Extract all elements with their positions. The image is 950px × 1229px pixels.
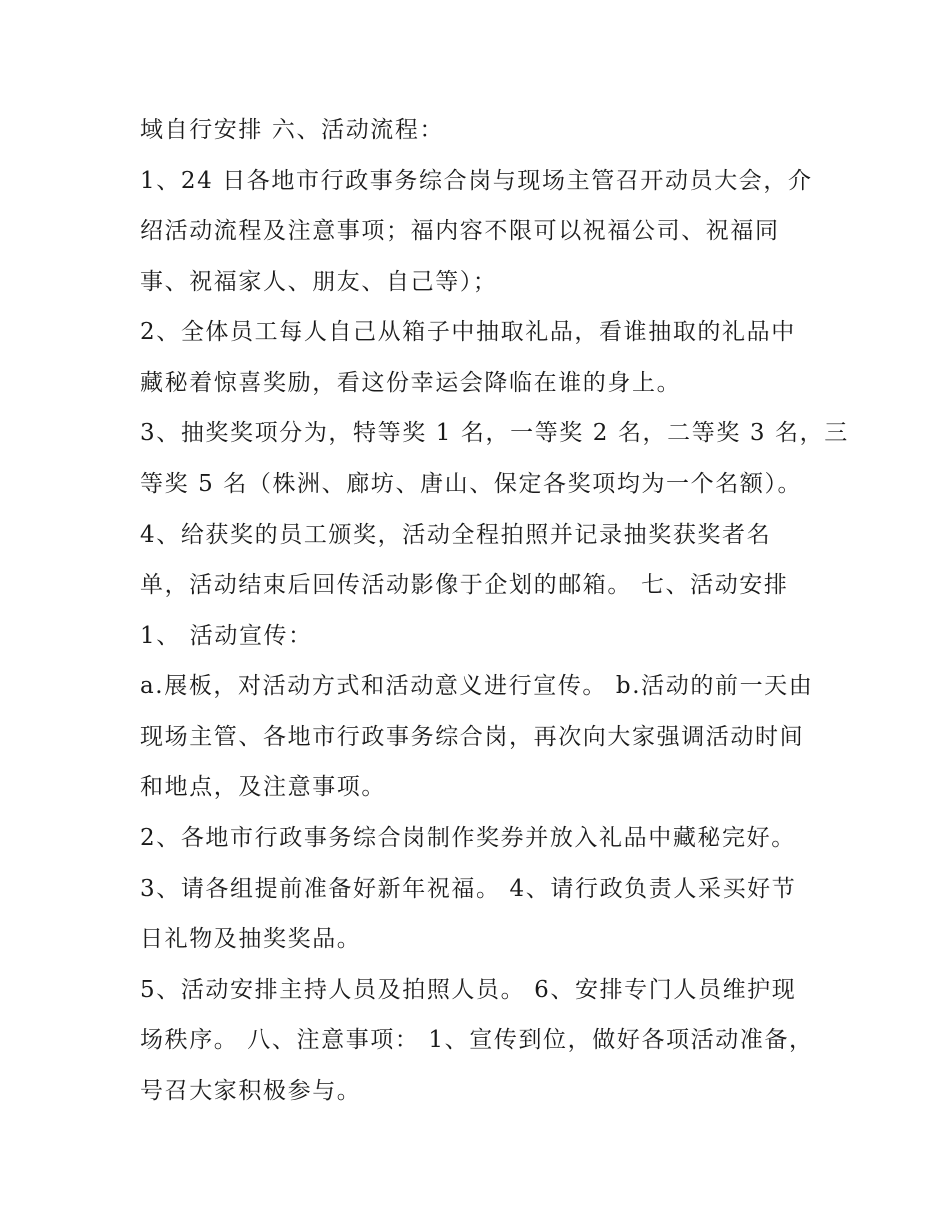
text-line: 场秩序。 八、注意事项： 1、宣传到位，做好各项活动准备， [140,1027,814,1053]
text-line: 现场主管、各地市行政事务综合岗，再次向大家强调活动时间 [140,724,805,750]
text-line: 2、各地市行政事务综合岗制作奖券并放入礼品中藏秘完好。 [140,825,796,851]
text-line: 日礼物及抽奖奖品。 [140,926,362,952]
text-line: 5、活动安排主持人员及拍照人员。 6、安排专门人员维护现 [140,977,797,1003]
text-line: 4、给获奖的员工颁奖，活动全程拍照并记录抽奖获奖者名 [140,522,772,548]
text-line: 号召大家积极参与。 [140,1078,362,1104]
text-line: a.展板，对活动方式和活动意义进行宣传。 b.活动的前一天由 [140,673,814,699]
text-line: 域自行安排 六、活动流程： [140,117,445,143]
text-line: 事、祝福家人、朋友、自己等）； [140,269,498,295]
text-line: 1、 活动宣传： [140,623,313,649]
text-line: 等奖 5 名（株洲、廊坊、唐山、保定各奖项均为一个名额）。 [140,471,803,497]
text-line: 1、24 日各地市行政事务综合岗与现场主管召开动员大会，介 [140,168,813,194]
text-line: 藏秘着惊喜奖励，看这份幸运会降临在谁的身上。 [140,370,682,396]
text-line: 单，活动结束后回传活动影像于企划的邮箱。 七、活动安排 [140,572,789,598]
text-line: 绍活动流程及注意事项；福内容不限可以祝福公司、祝福同 [140,218,780,244]
text-line: 和地点，及注意事项。 [140,774,386,800]
text-line: 3、请各组提前准备好新年祝福。 4、请行政负责人采买好节 [140,876,797,902]
text-line: 3、抽奖奖项分为，特等奖 1 名，一等奖 2 名，二等奖 3 名，三 [140,420,849,446]
text-line: 2、全体员工每人自己从箱子中抽取礼品，看谁抽取的礼品中 [140,319,796,345]
